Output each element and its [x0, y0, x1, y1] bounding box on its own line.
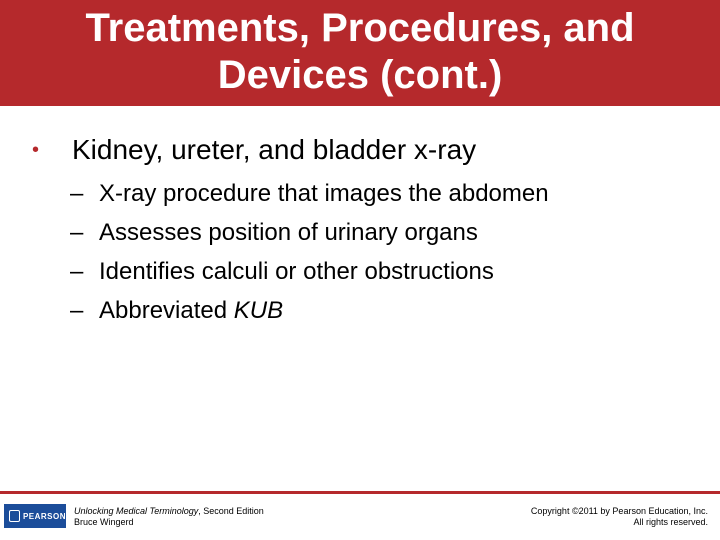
slide-title-line-1: Treatments, Procedures, and [85, 6, 635, 50]
sub-bullet [70, 295, 690, 326]
footer-divider [0, 491, 720, 494]
pearson-logo [4, 504, 66, 528]
slide-title [30, 5, 690, 99]
pearson-logo-mark-icon [9, 510, 20, 522]
book-title: Unlocking Medical Terminology [74, 506, 199, 516]
title-band [0, 0, 720, 106]
dash-marker: – [70, 219, 84, 246]
abbreviation-kub: KUB [233, 297, 284, 324]
dash-marker: – [70, 180, 84, 207]
rights-line: All rights reserved. [633, 517, 708, 527]
main-bullet-text: Kidney, ureter, and bladder x-ray [72, 134, 477, 165]
sub-bullet-text: Assesses position of urinary organs [99, 219, 478, 246]
sub-bullet-text: Identifies calculi or other obstructions [99, 258, 494, 285]
pearson-logo-text: PEARSON [22, 511, 66, 521]
sub-bullet-text: X-ray procedure that images the abdomen [99, 180, 549, 207]
slide-title-line-2: Devices (cont.) [217, 53, 503, 97]
book-author: Bruce Wingerd [74, 517, 134, 527]
sub-bullet [70, 256, 690, 287]
book-edition: , Second Edition [198, 506, 264, 516]
sub-bullet [70, 178, 690, 209]
footer-copyright [531, 506, 708, 528]
sub-bullet [70, 217, 690, 248]
footer-book-credit [74, 506, 264, 528]
copyright-line: Copyright ©2011 by Pearson Education, Inc. [530, 506, 708, 516]
sub-bullet-text-plain: Abbreviated [99, 297, 234, 324]
dash-marker: – [70, 258, 84, 285]
main-bullet [32, 134, 692, 166]
dash-marker: – [70, 297, 84, 324]
sub-bullet-list [70, 178, 690, 334]
sub-bullet-text [99, 295, 283, 326]
bullet-marker: • [32, 139, 40, 161]
